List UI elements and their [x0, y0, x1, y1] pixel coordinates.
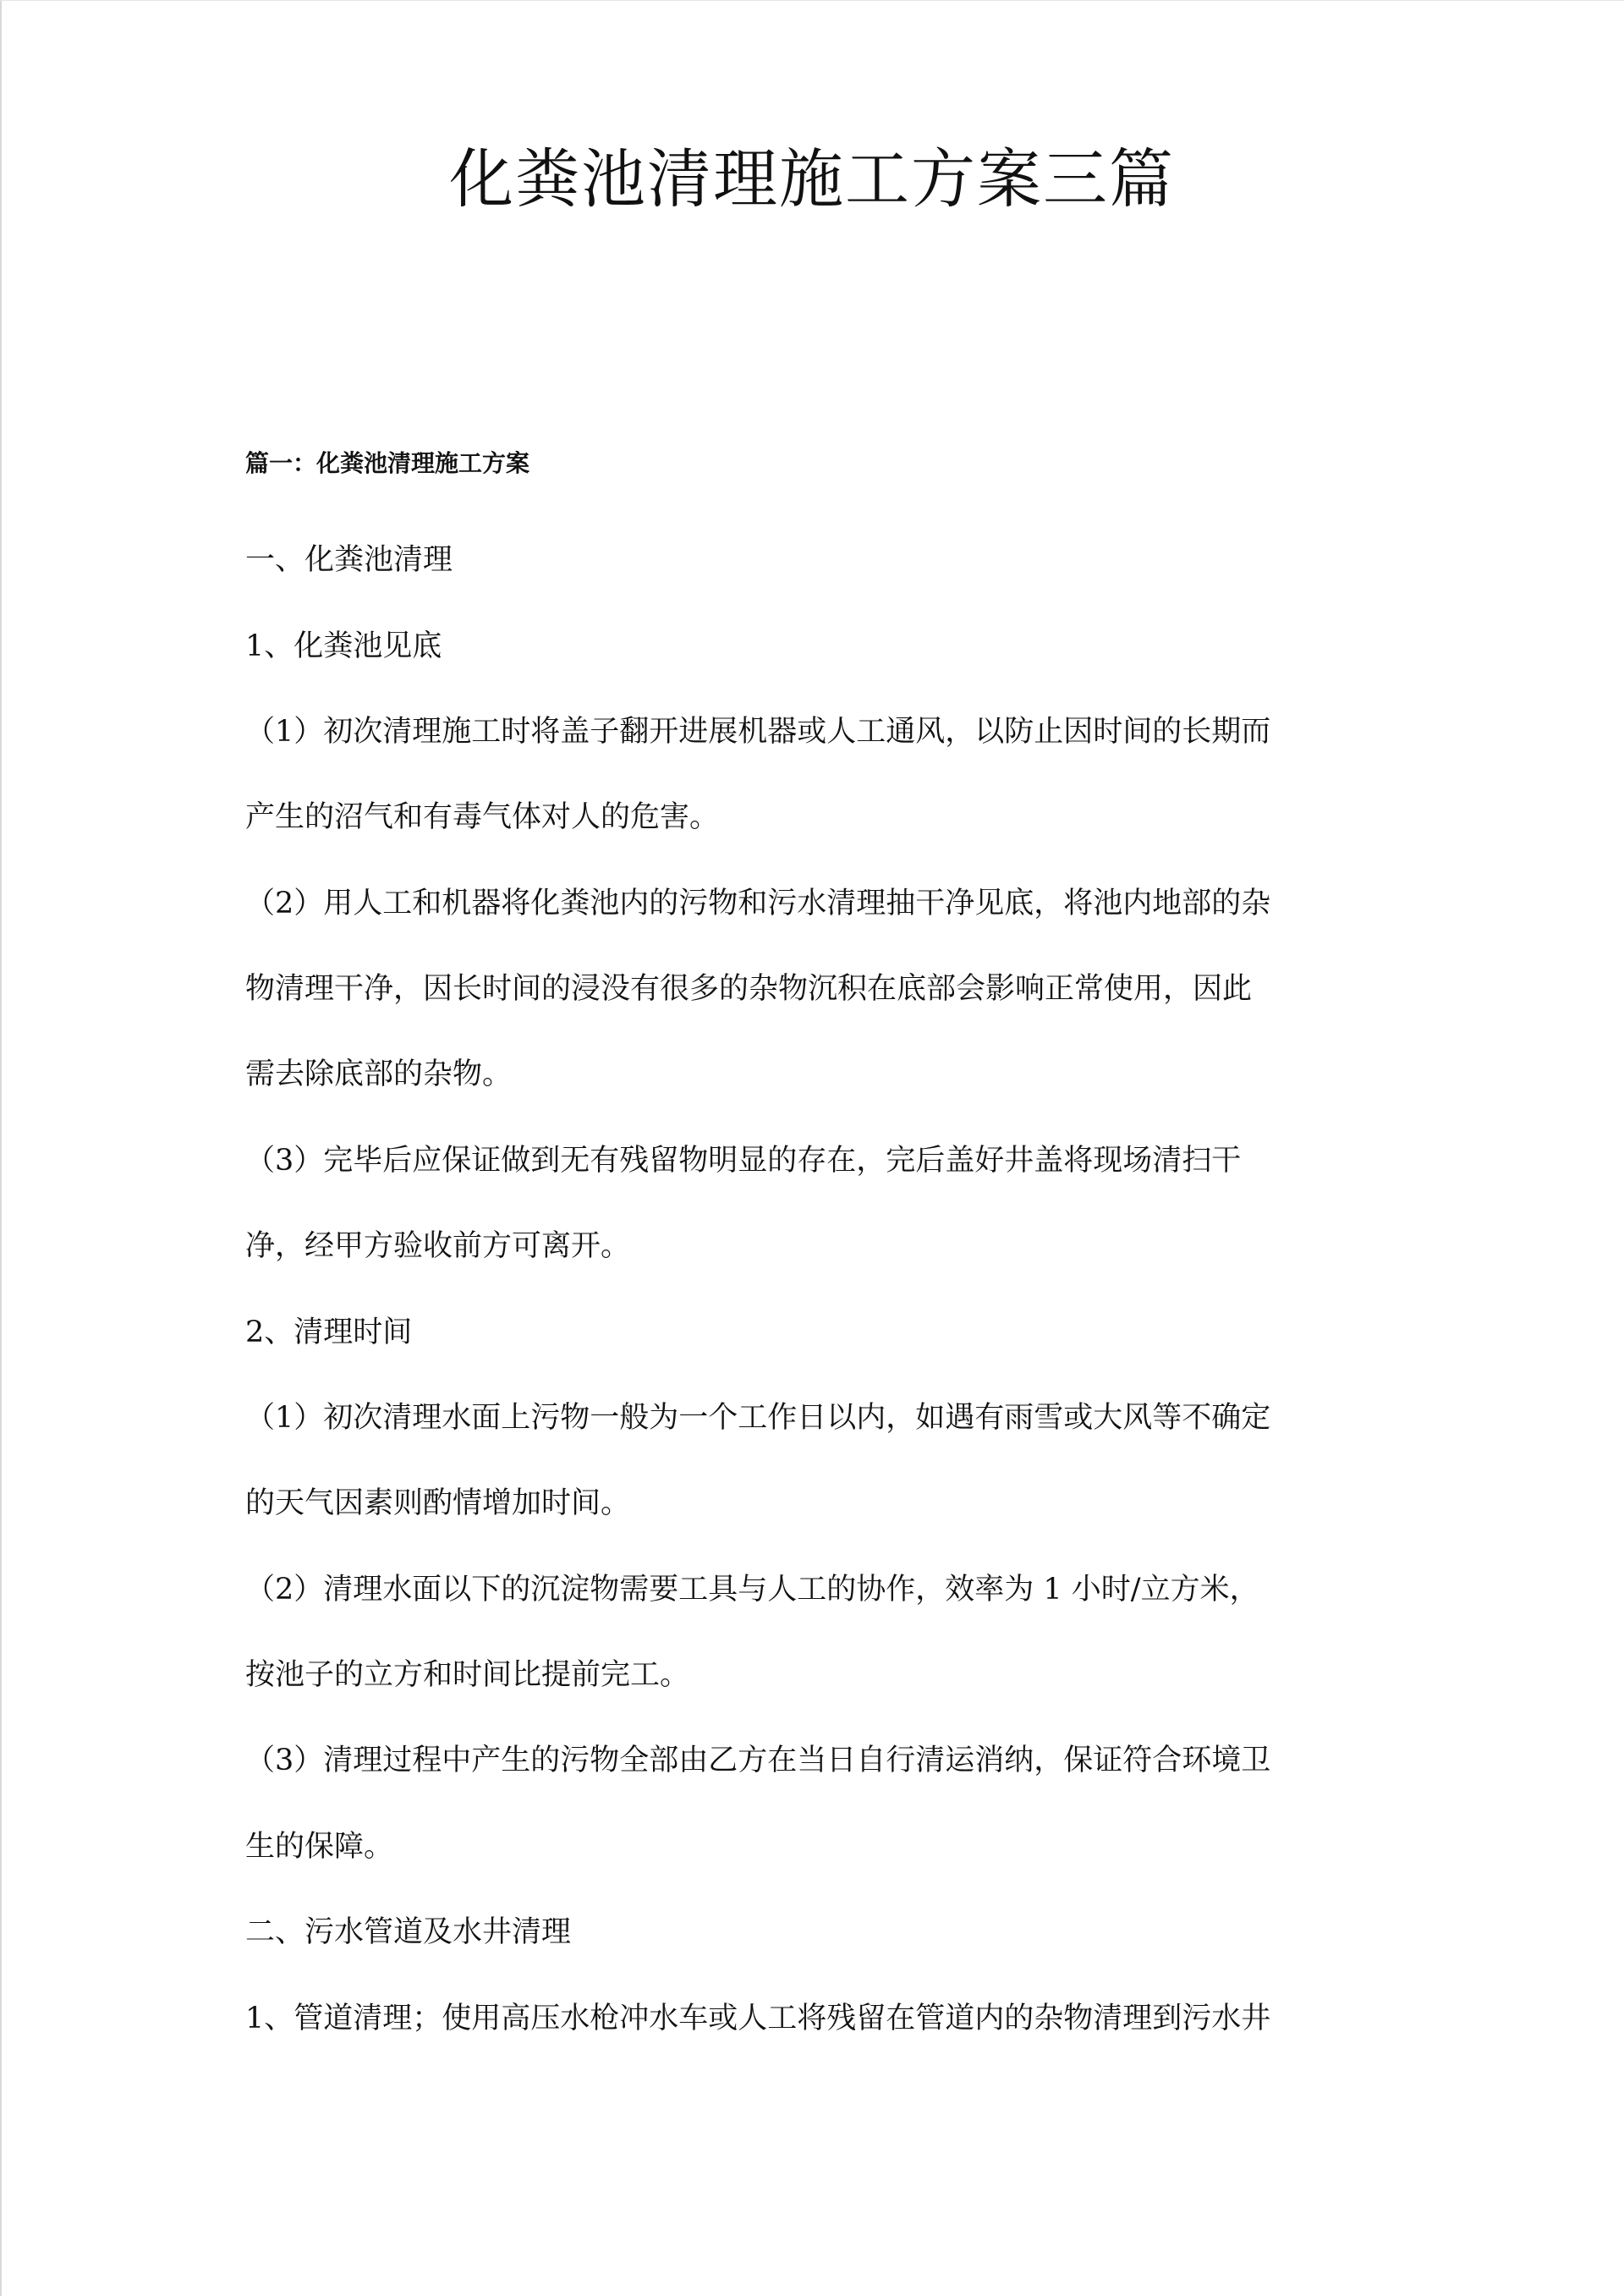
paragraph-line: （1）初次清理施工时将盖子翻开进展机器或人工通风，以防止因时间的长期而	[245, 715, 1271, 749]
paragraph-line: 产生的沼气和有毒气体对人的危害。	[245, 800, 720, 834]
document-title: 化粪池清理施工方案三篇	[449, 141, 1175, 217]
paragraph-line: 的天气因素则酌情增加时间。	[245, 1486, 631, 1520]
paragraph-line: 物清理干净，因长时间的浸没有很多的杂物沉积在底部会影响正常使用，因此	[245, 972, 1253, 1006]
section-heading-2: 二、污水管道及水井清理	[245, 1915, 572, 1949]
paragraph-line: （3）清理过程中产生的污物全部由乙方在当日自行清运消纳，保证符合环境卫	[245, 1744, 1271, 1777]
paragraph-line: 需去除底部的杂物。	[245, 1057, 513, 1091]
paragraph-line: 净，经甲方验收前方可离开。	[245, 1229, 631, 1263]
paragraph-line: （2）用人工和机器将化粪池内的污物和污水清理抽干净见底，将池内地部的杂	[245, 887, 1271, 920]
paragraph-line: 按池子的立方和时间比提前完工。	[245, 1658, 690, 1692]
paragraph-line: （3）完毕后应保证做到无有残留物明显的存在，完后盖好井盖将现场清扫干	[245, 1144, 1242, 1178]
part-heading: 篇一：化粪池清理施工方案	[245, 449, 530, 477]
section-heading-1: 一、化粪池清理	[245, 543, 453, 577]
subsection-heading-1: 1、化粪池见底	[245, 629, 442, 663]
paragraph-line: 1、管道清理；使用高压水枪冲水车或人工将残留在管道内的杂物清理到污水井	[245, 2002, 1271, 2035]
paragraph-line: 生的保障。	[245, 1830, 394, 1864]
page-top-edge	[0, 0, 1624, 1]
paragraph-line: （2）清理水面以下的沉淀物需要工具与人工的协作，效率为 1 小时/立方米，	[245, 1573, 1259, 1607]
paragraph-line: （1）初次清理水面上污物一般为一个工作日以内，如遇有雨雪或大风等不确定	[245, 1401, 1271, 1435]
page-left-edge	[0, 0, 2, 2296]
subsection-heading-2: 2、清理时间	[245, 1316, 413, 1349]
